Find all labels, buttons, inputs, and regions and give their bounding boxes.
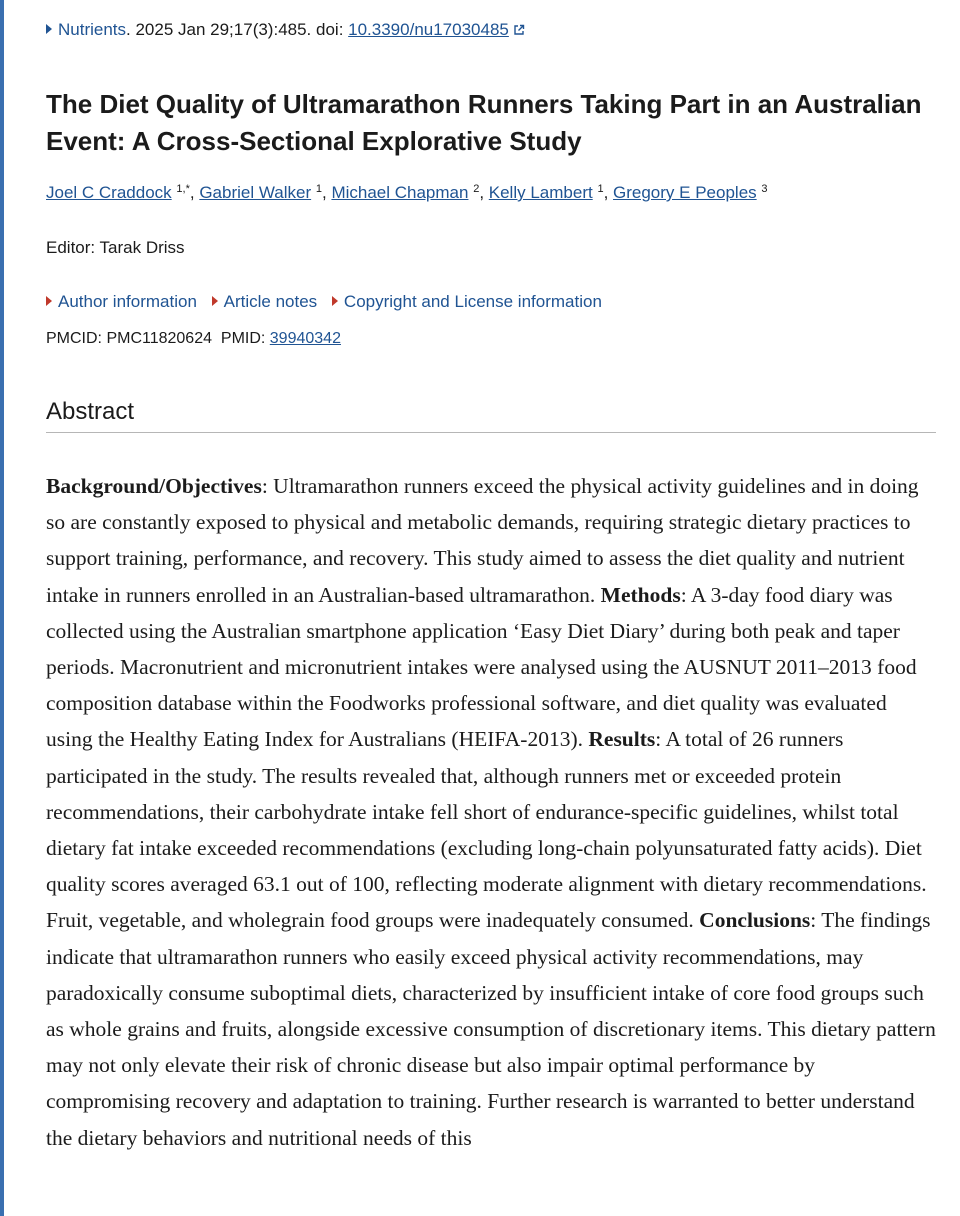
abstract-conclusions-text: : The findings indicate that ultramarathon runners who easily exceed physical activity recommendations, may paradoxically consume suboptimal diets, characterized by insufficient intake of core food groups such as whole grains and fruits, alongside excessive consumption of discretionary items. This dietary pattern may not only elevate their risk of chronic disease but also impair optimal performance by compromising recovery and adaptation to training. Further research is warranted to better understand the dietary behaviors and nutritional needs of this bbox=[46, 908, 936, 1150]
pmid-label: PMID: bbox=[220, 330, 270, 347]
external-link-icon[interactable] bbox=[513, 24, 525, 36]
journal-link[interactable]: Nutrients bbox=[58, 20, 127, 39]
abstract-background-text: : Ultramarathon runners exceed the physical activity guidelines and in doing so are constantly exposed to physical and metabolic demands, requiring strategic dietary practices to support training, performance, and recovery. This study aimed to assess the diet quality and nutrient intake in runners enrolled in an Australian-based ultramarathon. bbox=[46, 474, 919, 607]
abstract-heading: Abstract bbox=[46, 398, 135, 425]
left-accent-bar bbox=[0, 0, 4, 1216]
author-affiliation: 3 bbox=[761, 183, 768, 195]
pmcid: PMCID: PMC11820624 bbox=[46, 330, 212, 347]
doi-link[interactable]: 10.3390/nu17030485 bbox=[348, 20, 509, 39]
author-link[interactable]: Kelly Lambert bbox=[488, 183, 593, 202]
author-link[interactable]: Gregory E Peoples bbox=[613, 183, 757, 202]
expand-triangle-icon[interactable] bbox=[46, 24, 52, 34]
author-affiliation: 1 bbox=[315, 183, 322, 195]
author-information-toggle[interactable]: Author information bbox=[46, 292, 197, 311]
author-link[interactable]: Joel C Craddock bbox=[46, 183, 172, 202]
citation-line bbox=[46, 20, 525, 40]
abstract-label-methods: Methods bbox=[600, 582, 681, 607]
author-link[interactable]: Gabriel Walker bbox=[199, 183, 312, 202]
citation-details: . 2025 Jan 29;17(3):485. doi: bbox=[126, 20, 349, 39]
article-notes-toggle[interactable]: Article notes bbox=[212, 292, 318, 311]
expand-triangle-icon bbox=[212, 296, 218, 306]
abstract-label-conclusions: Conclusions bbox=[699, 908, 811, 933]
abstract-methods-text: : A 3-day food diary was collected using the Australian smartphone application ‘Easy Diet Diary’ during both peak and taper periods. Macronutrient and micronutrient intakes were analysed using the AUSNUT 2011–2013 food composition database within the Foodworks professional software, and diet quality was evaluated using the Healthy Eating Index for Australians (HEIFA-2013). bbox=[46, 582, 917, 752]
expand-triangle-icon bbox=[46, 296, 52, 306]
editor-line: Editor: Tarak Driss bbox=[46, 238, 185, 257]
author-affiliation: 1,* bbox=[176, 183, 190, 195]
author-affiliation: 2 bbox=[473, 183, 480, 195]
abstract-label-background: Background/Objectives bbox=[46, 474, 262, 498]
copyright-license-toggle[interactable]: Copyright and License information bbox=[332, 292, 602, 311]
abstract-label-results: Results bbox=[588, 727, 656, 752]
article-ids bbox=[46, 330, 341, 348]
author-list: Joel C Craddock $^{1,*}$, Gabriel Walker $^1$, Michael Chapman $^2$, Kelly Lambert $^1$, Gregory E Peoples $^3$ bbox=[46, 183, 768, 202]
pmid-link[interactable]: 39940342 bbox=[269, 330, 341, 347]
author-link[interactable]: Michael Chapman bbox=[331, 183, 469, 202]
expand-triangle-icon bbox=[332, 296, 338, 306]
abstract-results-text: : A total of 26 runners participated in the study. The results revealed that, although runners met or exceeded protein recommendations, their carbohydrate intake fell short of endurance-specific guidelines, whilst total dietary fat intake exceeded recommendations (excluding long-chain polyunsaturated fatty acids). Diet quality scores averaged 63.1 out of 100, reflecting moderate alignment with dietary recommendations. Fruit, vegetable, and wholegrain food groups were inadequately consumed. bbox=[46, 727, 927, 933]
section-divider bbox=[46, 432, 936, 433]
abstract-text bbox=[46, 468, 936, 1156]
author-affiliation: 1 bbox=[597, 183, 604, 195]
article-title: The Diet Quality of Ultramarathon Runners Taking Part in an Australian Event: A Cross-Sectional Explorative Study bbox=[46, 89, 922, 156]
article-meta-toggles bbox=[46, 292, 612, 312]
